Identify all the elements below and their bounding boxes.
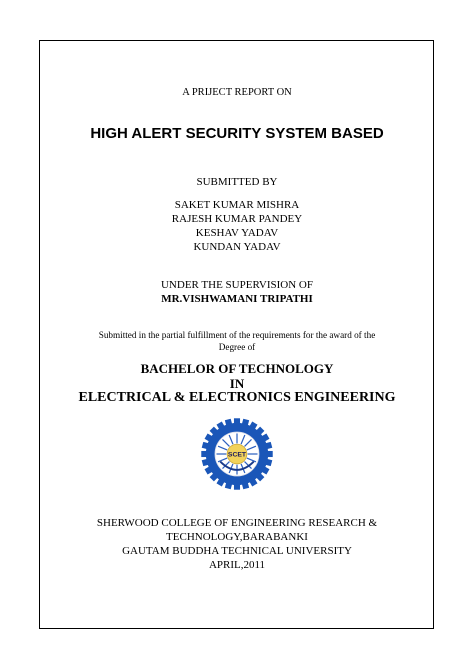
fulfillment-degree-of: Degree of: [218, 342, 256, 352]
submitted-by-label: SUBMITTED BY: [196, 176, 278, 188]
institution-location: TECHNOLOGY,BARABANKI: [166, 531, 308, 543]
degree-in: IN: [229, 376, 245, 391]
supervision-label: UNDER THE SUPERVISION OF: [160, 279, 313, 291]
fulfillment-text: Submitted in the partial fulfillment of the requirements for the award of the: [98, 330, 376, 340]
report-prefix: A PRIJECT REPORT ON: [182, 87, 292, 98]
university-name: GAUTAM BUDDHA TECHNICAL UNIVERSITY: [122, 545, 352, 557]
college-emblem-icon: [199, 416, 275, 492]
author-name: KESHAV YADAV: [195, 227, 279, 239]
emblem-center-text: SCET: [227, 451, 247, 459]
report-date: APRIL,2011: [208, 559, 266, 571]
supervisor-name: MR.VISHWAMANI TRIPATHI: [161, 293, 313, 305]
degree-branch: ELECTRICAL & ELECTRONICS ENGINEERING: [78, 390, 396, 405]
author-name: KUNDAN YADAV: [193, 241, 281, 253]
institution-name: SHERWOOD COLLEGE OF ENGINEERING RESEARCH &: [96, 517, 378, 529]
degree-name: BACHELOR OF TECHNOLOGY: [140, 361, 334, 376]
report-title: HIGH ALERT SECURITY SYSTEM BASED: [90, 125, 384, 142]
author-name: RAJESH KUMAR PANDEY: [171, 213, 303, 225]
author-name: SAKET KUMAR MISHRA: [174, 199, 300, 211]
